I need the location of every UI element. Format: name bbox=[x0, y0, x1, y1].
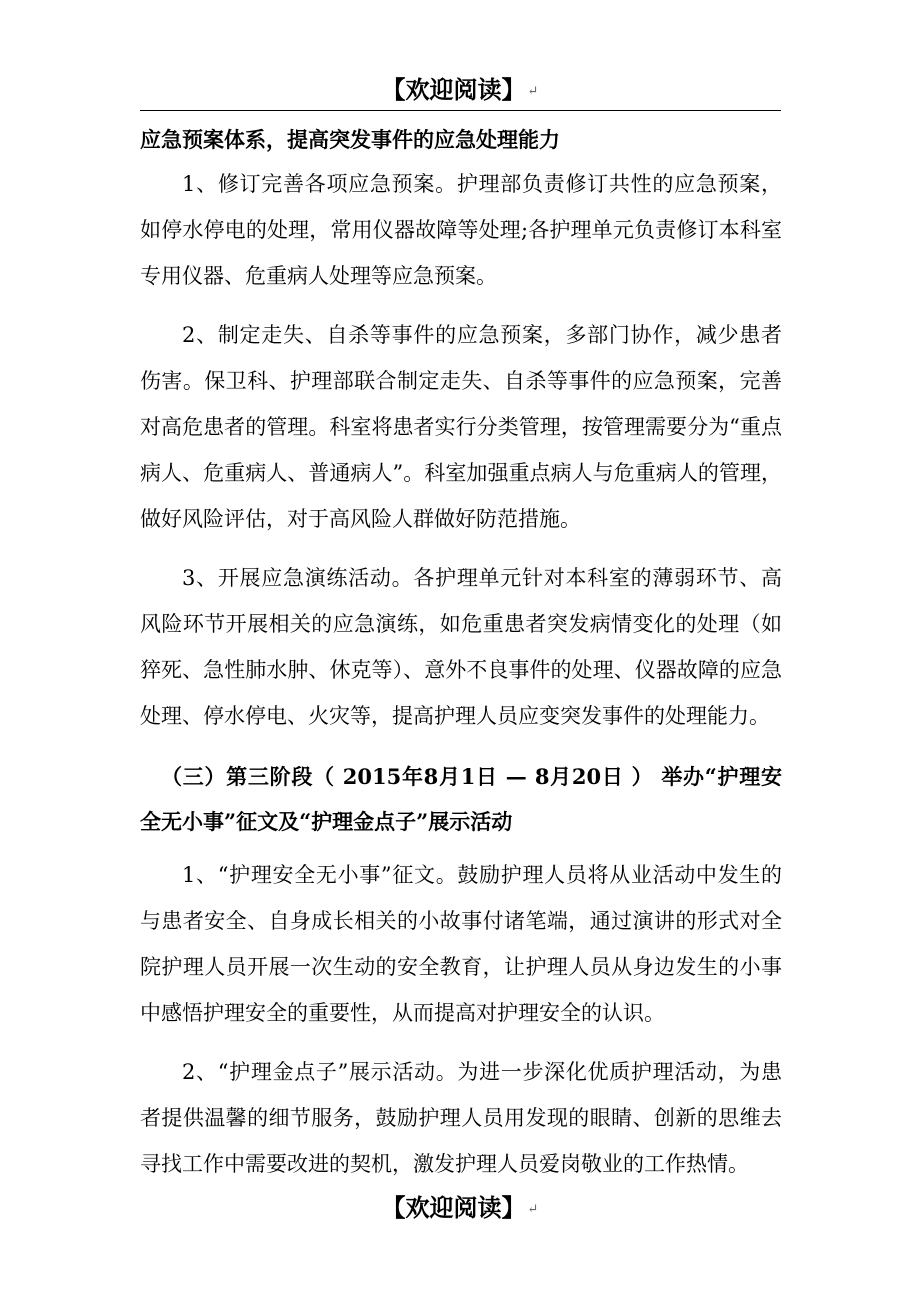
paragraph-mark-icon: ↵ bbox=[527, 1201, 539, 1217]
paragraph-essay-contest: 1、“护理安全无小事”征文。鼓励护理人员将从业活动中发生的与患者安全、自身成长相关的小故事付诸笔端，通过演讲的形式对全院护理人员开展一次生动的安全教育，让护理人员从身边发生的小事中感悟护理安全的重要性，从而提高对护理安全的认识。 bbox=[140, 863, 782, 1025]
paragraph-emergency-drills: 3、开展应急演练活动。各护理单元针对本科室的薄弱环节、高风险环节开展相关的应急演练，如危重患者突发病情变化的处理（如猝死、急性肺水肿、休克等）、意外不良事件的处理、仪器故障的应急处理、停水停电、火灾等，提高护理人员应变突发事件的处理能力。 bbox=[140, 566, 782, 728]
paragraph-revise-plans: 1、修订完善各项应急预案。护理部负责修订共性的应急预案，如停水停电的处理，常用仪器故障等处理;各护理单元负责修订本科室专用仪器、危重病人处理等应急预案。 bbox=[140, 172, 782, 288]
page-footer bbox=[0, 1190, 920, 1228]
footer-title: 【欢迎阅读】 bbox=[381, 1193, 526, 1222]
paragraph-missing-suicide-plans: 2、制定走失、自杀等事件的应急预案，多部门协作，减少患者伤害。保卫科、护理部联合制定走失、自杀等事件的应急预案，完善对高危患者的管理。科室将患者实行分类管理，按管理需要分为“重点病人、危重病人、普通病人”。科室加强重点病人与危重病人的管理，做好风险评估，对于高风险人群做好防范措施。 bbox=[140, 323, 782, 531]
document-body bbox=[140, 118, 782, 1202]
header-divider bbox=[140, 110, 781, 111]
stage-three-heading: （三）第三阶段（ 2015年8月1日 — 8月20日 ） 举办“护理安全无小事”征文及“护理金点子”展示活动 bbox=[140, 763, 782, 835]
paragraph-mark-icon: ↵ bbox=[527, 83, 539, 99]
section-heading: 应急预案体系，提高突发事件的应急处理能力 bbox=[140, 127, 560, 152]
header-title: 【欢迎阅读】 bbox=[381, 75, 526, 104]
paragraph-golden-ideas: 2、“护理金点子”展示活动。为进一步深化优质护理活动，为患者提供温馨的细节服务，鼓励护理人员用发现的眼睛、创新的思维去寻找工作中需要改进的契机，激发护理人员爱岗敬业的工作热情。 bbox=[140, 1060, 782, 1176]
page-header bbox=[0, 72, 920, 110]
